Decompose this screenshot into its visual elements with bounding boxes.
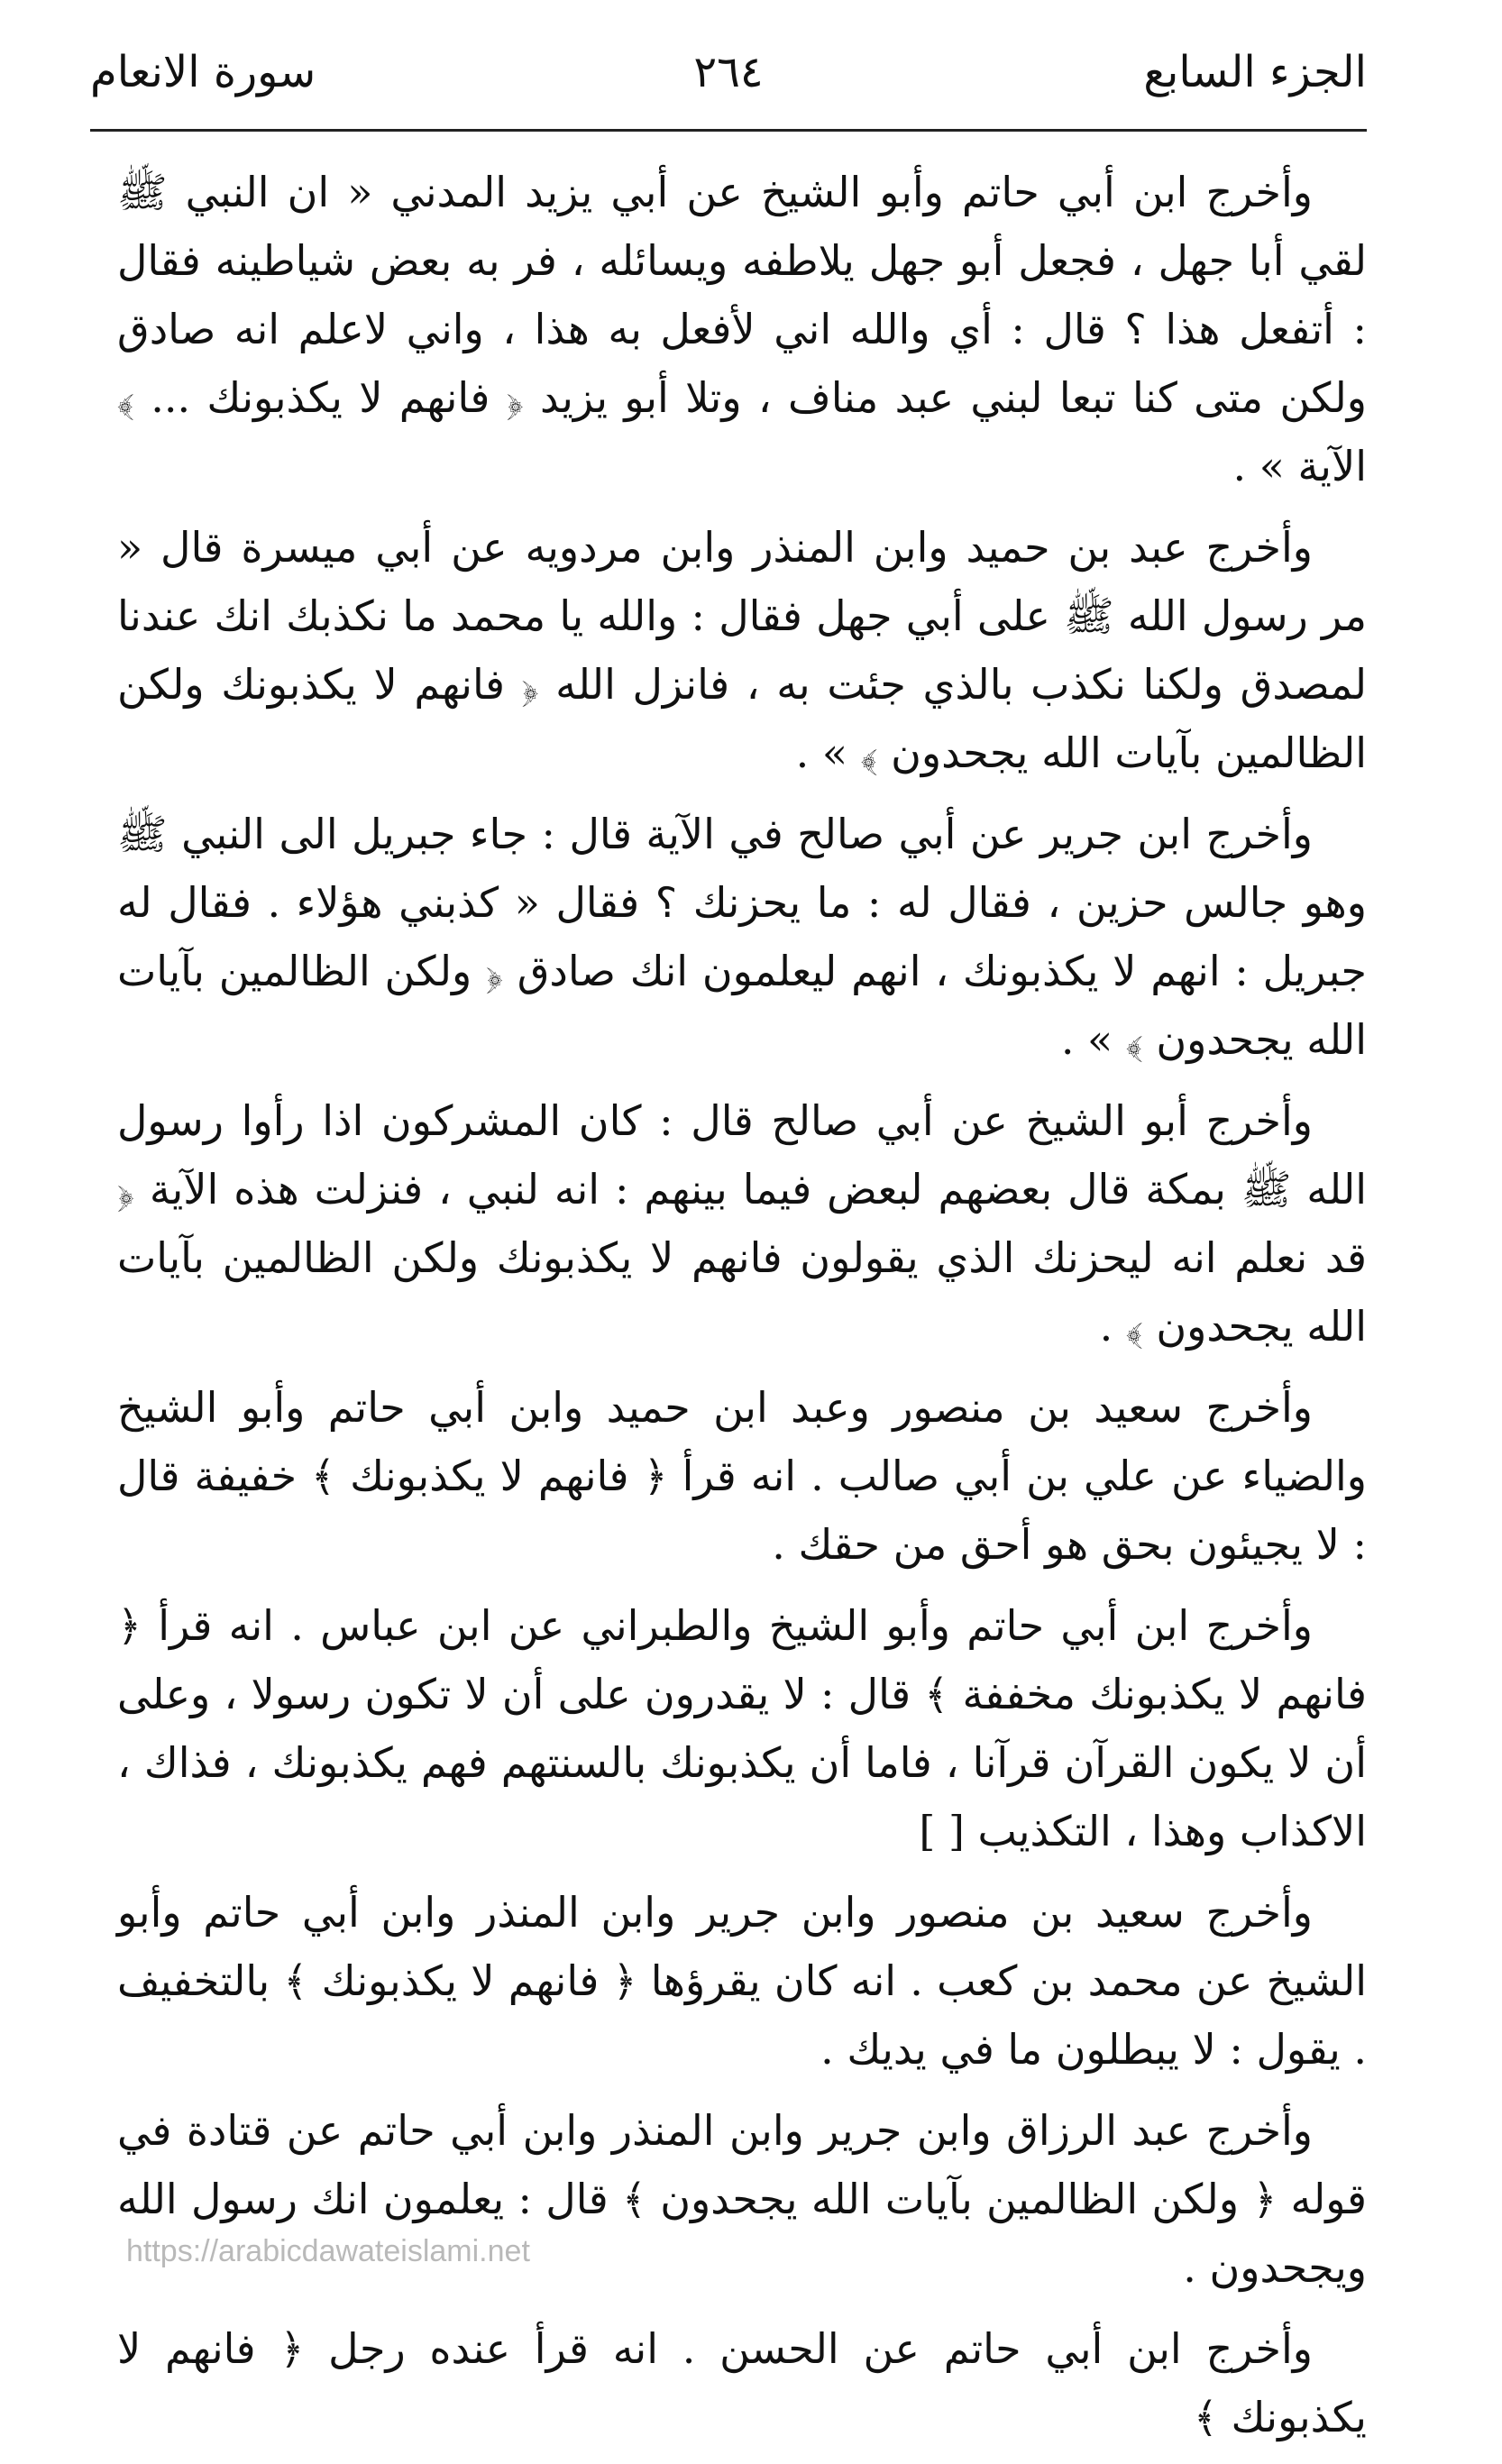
juz-title: الجزء السابع — [1143, 47, 1367, 97]
paragraph: وأخرج ابن أبي حاتم عن الحسن . انه قرأ عنده رجل ﴿ فانهم لا يكذبونك ﴾ — [117, 2324, 1367, 2441]
paragraph: وأخرج ابن أبي حاتم وأبو الشيخ والطبراني عن ابن عباس . انه قرأ ﴿ فانهم لا يكذبونك مخففة ﴾ قال : لا يقدرون على أن لا تكون رسولا ، وعلى أن لا يكون القرآن قرآنا ، فاما أن يكذبونك بالسنتهم فهم يكذبونك ، فذاك ، الاكذاب وهذا ، التكذيب [ ] — [117, 1601, 1367, 1855]
paragraph: وأخرج سعيد بن منصور وابن جرير وابن المنذر وابن أبي حاتم وأبو الشيخ عن محمد بن كعب . انه كان يقرؤها ﴿ فانهم لا يكذبونك ﴾ بالتخفيف . يقول : لا يبطلون ما في يديك . — [117, 1888, 1367, 2074]
watermark-url: https://arabicdawateislami.net — [126, 2234, 530, 2268]
surah-title: سورة الانعام — [90, 47, 316, 97]
paragraph: وأخرج عبد بن حميد وابن المنذر وابن مردويه عن أبي ميسرة قال « مر رسول الله ﷺ على أبي جهل فقال : والله يا محمد ما نكذبك انك عندنا لمصدق ولكنا نكذب بالذي جئت به ، فانزل الله ﴿ فانهم لا يكذبونك ولكن الظالمين بآيات الله يجحدون ﴾ » . — [117, 523, 1367, 777]
page-body — [117, 158, 1367, 2464]
header-divider — [90, 129, 1367, 132]
paragraph: وأخرج سعيد بن منصور وعبد ابن حميد وابن أبي حاتم وأبو الشيخ والضياء عن علي بن أبي صالب . انه قرأ ﴿ فانهم لا يكذبونك ﴾ خفيفة قال : لا يجيئون بحق هو أحق من حقك . — [117, 1383, 1367, 1569]
paragraph: وأخرج عبد الرزاق وابن جرير وابن المنذر وابن أبي حاتم عن قتادة في قوله ﴿ ولكن الظالمين بآيات الله يجحدون ﴾ قال : يعلمون انك رسول الله ويجحدون . — [117, 2106, 1367, 2292]
page-header — [90, 27, 1367, 117]
paragraph: وأخرج أبو الشيخ عن أبي صالح قال : كان المشركون اذا رأوا رسول الله ﷺ بمكة قال بعضهم لبعض فيما بينهم : انه لنبي ، فنزلت هذه الآية ﴿ قد نعلم انه ليحزنك الذي يقولون فانهم لا يكذبونك ولكن الظالمين بآيات الله يجحدون ﴾ . — [117, 1096, 1367, 1351]
paragraph: وأخرج ابن جرير عن أبي صالح في الآية قال : جاء جبريل الى النبي ﷺ وهو جالس حزين ، فقال له : ما يحزنك ؟ فقال « كذبني هؤلاء . فقال له جبريل : انهم لا يكذبونك ، انهم ليعلمون انك صادق ﴿ ولكن الظالمين بآيات الله يجحدون ﴾ » . — [117, 810, 1367, 1064]
paragraph: وأخرج ابن أبي حاتم وأبو الشيخ عن أبي يزيد المدني « ان النبي ﷺ لقي أبا جهل ، فجعل أبو جهل يلاطفه ويسائله ، فر به بعض شياطينه فقال : أتفعل هذا ؟ قال : أي والله اني لأفعل به هذا ، واني لاعلم انه صادق ولكن متى كنا تبعا لبني عبد مناف ، وتلا أبو يزيد ﴿ فانهم لا يكذبونك ... ﴾ الآية » . — [117, 168, 1367, 490]
page-number: ٢٦٤ — [693, 47, 764, 97]
